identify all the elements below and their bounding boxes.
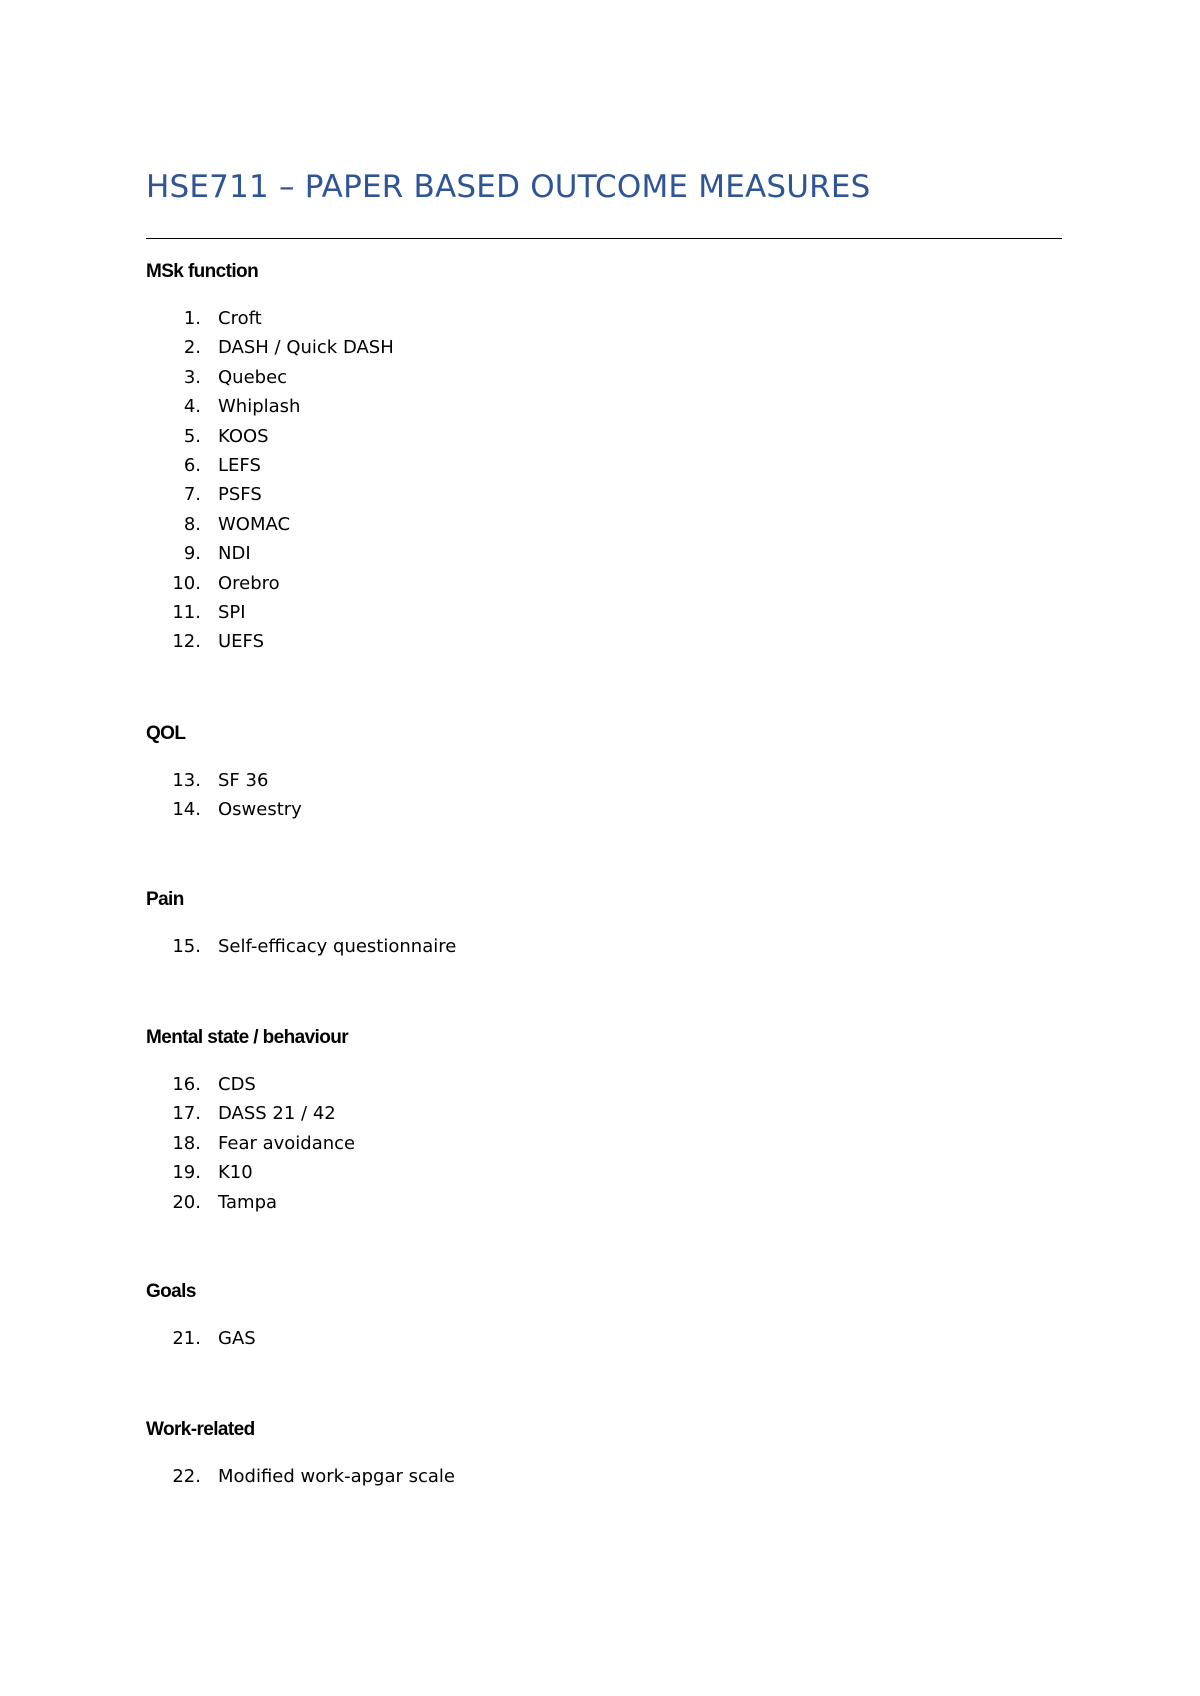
- list-item-number: 22.: [172, 1466, 201, 1487]
- list-item: [146, 766, 1062, 795]
- list-item: [146, 392, 1062, 421]
- list-item: [146, 1188, 1062, 1217]
- list-item-number: 16.: [172, 1074, 201, 1095]
- list-item-label: KOOS: [218, 425, 269, 447]
- list-item: [146, 795, 1062, 824]
- list-item-number: 20.: [172, 1191, 201, 1213]
- measure-list: [146, 932, 1062, 961]
- list-item-number: 12.: [172, 631, 201, 653]
- list-item: [146, 1462, 1062, 1491]
- list-item-label: DASS 21 / 42: [218, 1103, 336, 1125]
- list-item-number: 17.: [172, 1103, 201, 1125]
- list-item: [146, 1070, 1062, 1099]
- section-mental-state-behaviour: [146, 1024, 1062, 1217]
- list-item: [146, 539, 1062, 568]
- measure-list: [146, 304, 1062, 657]
- list-item-label: Quebec: [218, 366, 288, 388]
- list-item-number: 21.: [172, 1328, 201, 1349]
- list-item-label: CDS: [218, 1074, 256, 1095]
- list-item-label: SPI: [218, 601, 246, 623]
- list-item-label: Modified work-apgar scale: [218, 1466, 455, 1487]
- measure-list: [146, 766, 1062, 825]
- list-item-label: SF 36: [218, 770, 269, 791]
- list-item-label: NDI: [218, 543, 251, 565]
- list-item: [146, 363, 1062, 392]
- measure-list: [146, 1324, 1062, 1353]
- list-item-number: 10.: [172, 572, 201, 594]
- list-item-number: 13.: [172, 770, 201, 791]
- list-item: [146, 627, 1062, 656]
- list-item-label: Orebro: [218, 572, 280, 594]
- document-title: HSE711 – PAPER BASED OUTCOME MEASURES: [146, 169, 871, 205]
- section-pain: [146, 886, 1062, 961]
- section-msk-function: [146, 258, 1062, 657]
- list-item-label: K10: [218, 1162, 253, 1184]
- section-goals: [146, 1278, 1062, 1353]
- list-item: [146, 932, 1062, 961]
- list-item-number: 15.: [172, 936, 201, 957]
- list-item: [146, 333, 1062, 362]
- measure-list: [146, 1462, 1062, 1491]
- list-item: [146, 451, 1062, 480]
- list-item-number: 19.: [172, 1162, 201, 1184]
- list-item-number: 9.: [183, 543, 201, 565]
- list-item-number: 2.: [183, 337, 201, 359]
- list-item-number: 1.: [183, 308, 201, 329]
- section-heading: MSk function: [146, 261, 259, 282]
- section-heading: Mental state / behaviour: [146, 1027, 349, 1048]
- section-qol: [146, 720, 1062, 825]
- list-item-label: Fear avoidance: [218, 1132, 356, 1154]
- list-item-number: 8.: [183, 513, 201, 535]
- list-item-number: 18.: [172, 1132, 201, 1154]
- section-heading: QOL: [146, 723, 186, 744]
- list-item: [146, 1324, 1062, 1353]
- list-item-number: 3.: [183, 366, 201, 388]
- list-item-number: 6.: [183, 454, 201, 476]
- section-work-related: [146, 1416, 1062, 1491]
- section-heading: Goals: [146, 1281, 196, 1302]
- list-item-label: UEFS: [218, 631, 265, 653]
- list-item: [146, 304, 1062, 333]
- list-item-label: Croft: [218, 308, 262, 329]
- list-item-number: 14.: [172, 799, 201, 821]
- list-item-number: 4.: [183, 396, 201, 418]
- section-heading: Pain: [146, 889, 184, 910]
- list-item: [146, 1099, 1062, 1128]
- list-item-label: PSFS: [218, 484, 262, 506]
- list-item-label: GAS: [218, 1328, 256, 1349]
- list-item: [146, 598, 1062, 627]
- list-item: [146, 480, 1062, 509]
- list-item-label: WOMAC: [218, 513, 291, 535]
- list-item-number: 11.: [172, 601, 201, 623]
- measure-list: [146, 1070, 1062, 1217]
- list-item: [146, 510, 1062, 539]
- list-item-label: Oswestry: [218, 799, 302, 821]
- list-item-label: DASH / Quick DASH: [218, 337, 394, 359]
- list-item-number: 7.: [183, 484, 201, 506]
- list-item-number: 5.: [183, 425, 201, 447]
- list-item: [146, 569, 1062, 598]
- section-heading: Work-related: [146, 1419, 255, 1440]
- list-item-label: LEFS: [218, 454, 261, 476]
- list-item: [146, 1129, 1062, 1158]
- list-item: [146, 1158, 1062, 1187]
- list-item-label: Self-efficacy questionnaire: [218, 936, 457, 957]
- list-item: [146, 422, 1062, 451]
- list-item-label: Whiplash: [218, 396, 301, 418]
- list-item-label: Tampa: [218, 1191, 278, 1213]
- title-divider: [146, 238, 1062, 239]
